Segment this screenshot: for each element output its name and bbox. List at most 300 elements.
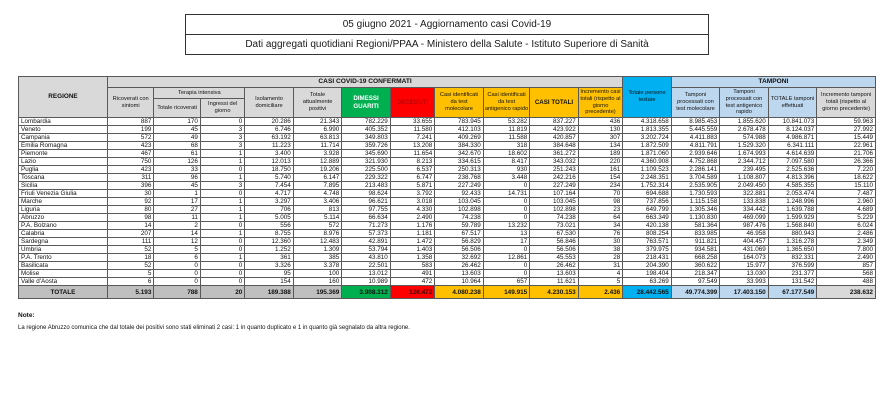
data-cell: 164.073 (720, 254, 769, 262)
notes-label: Note: (18, 312, 35, 320)
data-cell: 2.049.450 (720, 182, 769, 190)
data-cell: 832.331 (768, 254, 817, 262)
data-cell: 880.943 (768, 230, 817, 238)
table-row (19, 270, 876, 278)
data-cell: 1.568.840 (768, 222, 817, 230)
data-cell: 22.501 (342, 262, 391, 270)
data-cell: 6.537 (390, 166, 434, 174)
region-name: Basilicata (19, 262, 108, 270)
data-cell: 750 (107, 158, 153, 166)
data-cell: 12.889 (293, 158, 342, 166)
header-totale-tamponi: TOTALE tamponi effettuati (768, 87, 817, 117)
data-cell: 92 (107, 198, 153, 206)
data-cell: 3.792 (390, 190, 434, 198)
data-cell: 0 (483, 214, 529, 222)
data-cell: 56.506 (530, 246, 579, 254)
data-cell: 12 (154, 238, 200, 246)
header-casi-antigenico: Casi identificati da test antigenico rapido (483, 87, 529, 117)
header-tamponi-antigenico: Tamponi processati con test antigenico rapido (720, 87, 769, 117)
data-cell: 220 (578, 158, 623, 166)
data-cell: 349.803 (342, 134, 391, 142)
header-isolamento: Isolamento domiciliare (245, 87, 294, 117)
data-cell: 103.045 (435, 198, 484, 206)
data-cell: 379.975 (623, 246, 672, 254)
data-cell: 3.378 (293, 262, 342, 270)
data-cell: 488 (817, 278, 876, 286)
total-cell: 67.177.549 (768, 286, 817, 299)
table-row (19, 246, 876, 254)
header-regione: REGIONE (19, 77, 108, 118)
total-cell: 20 (200, 286, 244, 299)
data-cell: 189 (578, 150, 623, 158)
data-cell: 649.799 (623, 206, 672, 214)
data-cell: 96.621 (342, 198, 391, 206)
data-cell: 0 (200, 190, 244, 198)
data-cell: 11.580 (390, 126, 434, 134)
data-cell: 1.599.929 (768, 214, 817, 222)
data-cell: 56.846 (530, 238, 579, 246)
data-cell: 13.012 (342, 270, 391, 278)
data-cell: 98.624 (342, 190, 391, 198)
data-cell: 97.755 (342, 206, 391, 214)
region-name: Emilia Romagna (19, 142, 108, 150)
data-cell: 0 (200, 238, 244, 246)
data-cell: 59.963 (817, 118, 876, 126)
data-cell: 2.248.351 (623, 174, 672, 182)
note-abruzzo-text: La regione Abruzzo comunica che dal totale dei positivi sono stati eliminati 2 casi: 1 in quanto duplicato e 1 in quanto già segnalato da altra regione. (18, 325, 410, 332)
data-cell: 4.585.355 (768, 182, 817, 190)
data-cell: 154 (245, 278, 294, 286)
data-cell: 342.670 (435, 150, 484, 158)
data-cell: 33.655 (390, 118, 434, 126)
data-cell: 7.454 (245, 182, 294, 190)
data-cell: 6.341.111 (768, 142, 817, 150)
data-cell: 92.433 (435, 190, 484, 198)
region-name: Puglia (19, 166, 108, 174)
total-cell: 49.774.399 (671, 286, 720, 299)
data-cell: 783.945 (435, 118, 484, 126)
data-cell: 5 (154, 246, 200, 254)
data-cell: 15.977 (720, 262, 769, 270)
data-cell: 657 (483, 278, 529, 286)
header-incremento-casi: Incremento casi totali (rispetto al giorno precedente) (578, 87, 623, 117)
header-casi-molecolare: Casi identificati da test molecolare (435, 87, 484, 117)
data-cell: 76 (578, 230, 623, 238)
data-cell: 71.273 (342, 222, 391, 230)
data-cell: 33.993 (720, 278, 769, 286)
data-cell: 3 (200, 126, 244, 134)
data-cell: 1.813.355 (623, 126, 672, 134)
data-cell: 837.227 (530, 118, 579, 126)
data-cell: 2.490 (817, 254, 876, 262)
data-cell: 11.654 (390, 150, 434, 158)
data-cell: 234 (578, 182, 623, 190)
data-cell: 74.238 (530, 214, 579, 222)
data-cell: 250.313 (435, 166, 484, 174)
data-cell: 8.755 (245, 230, 294, 238)
data-cell: 2.344.712 (720, 158, 769, 166)
table-row (19, 214, 876, 222)
data-cell: 227.249 (530, 182, 579, 190)
data-cell: 0 (483, 206, 529, 214)
data-cell: 14.731 (483, 190, 529, 198)
data-cell: 7.800 (817, 246, 876, 254)
data-cell: 161 (578, 166, 623, 174)
data-cell: 431.069 (720, 246, 769, 254)
data-cell: 2.960 (817, 198, 876, 206)
region-name: Piemonte (19, 150, 108, 158)
data-cell: 436 (578, 118, 623, 126)
data-cell: 80 (107, 206, 153, 214)
total-cell: 126.472 (390, 286, 434, 299)
data-cell: 1.403 (390, 246, 434, 254)
data-cell: 30 (578, 238, 623, 246)
data-cell: 7.487 (817, 190, 876, 198)
data-cell: 11.223 (245, 142, 294, 150)
data-cell: 0 (154, 262, 200, 270)
header-casi-totali: CASI TOTALI (530, 87, 579, 117)
data-cell: 57.373 (342, 230, 391, 238)
data-cell: 18 (107, 254, 153, 262)
data-cell: 52 (107, 246, 153, 254)
data-cell: 1.305.346 (671, 206, 720, 214)
table-row (19, 126, 876, 134)
total-cell: 28.442.565 (623, 286, 672, 299)
total-cell: 788 (154, 286, 200, 299)
data-cell: 3.202.724 (623, 134, 672, 142)
data-cell: 154 (578, 174, 623, 182)
data-cell: 8.213 (390, 158, 434, 166)
data-cell: 813 (293, 206, 342, 214)
data-cell: 107.164 (530, 190, 579, 198)
data-cell: 3.448 (483, 174, 529, 182)
data-cell: 8.417 (483, 158, 529, 166)
data-cell: 4.717 (245, 190, 294, 198)
data-cell: 103.045 (530, 198, 579, 206)
data-cell: 396 (107, 182, 153, 190)
data-cell: 857 (817, 262, 876, 270)
data-cell: 199 (107, 126, 153, 134)
data-cell: 0 (483, 246, 529, 254)
data-cell: 2.490 (390, 214, 434, 222)
data-cell: 1 (200, 214, 244, 222)
data-cell: 1.855.620 (720, 118, 769, 126)
data-cell: 53.282 (483, 118, 529, 126)
data-cell: 70 (578, 190, 623, 198)
data-cell: 1.365.650 (768, 246, 817, 254)
data-cell: 198.404 (623, 270, 672, 278)
data-cell: 38 (578, 246, 623, 254)
data-cell: 706 (245, 206, 294, 214)
data-cell: 1.730.593 (671, 190, 720, 198)
data-cell: 1 (200, 254, 244, 262)
data-cell: 3.406 (293, 198, 342, 206)
page-subtitle: Dati aggregati quotidiani Regioni/PPAA - Ministero della Salute - Istituto Superiore di Sanità (245, 39, 649, 50)
total-cell: 189.388 (245, 286, 294, 299)
table-row (19, 222, 876, 230)
data-cell: 1.248.996 (768, 198, 817, 206)
data-cell: 229.322 (342, 174, 391, 182)
data-cell: 2 (154, 222, 200, 230)
table-row (19, 142, 876, 150)
data-cell: 45.553 (530, 254, 579, 262)
region-name: P.A. Bolzano (19, 222, 108, 230)
data-cell: 45 (154, 182, 200, 190)
data-cell: 763.571 (623, 238, 672, 246)
data-cell: 10.841.073 (768, 118, 817, 126)
data-cell: 2.053.474 (768, 190, 817, 198)
data-cell: 3.297 (245, 198, 294, 206)
data-cell: 97.549 (671, 278, 720, 286)
data-cell: 133.838 (720, 198, 769, 206)
data-cell: 17 (154, 198, 200, 206)
data-cell: 6.147 (293, 174, 342, 182)
region-name: Lazio (19, 158, 108, 166)
data-cell: 694.688 (623, 190, 672, 198)
data-cell: 56.506 (435, 246, 484, 254)
data-cell: 491 (390, 270, 434, 278)
data-cell: 61 (154, 150, 200, 158)
data-cell: 572 (107, 134, 153, 142)
data-cell: 46.958 (720, 230, 769, 238)
data-cell: 5.229 (817, 214, 876, 222)
data-cell: 213.483 (342, 182, 391, 190)
data-cell: 423 (107, 166, 153, 174)
data-cell: 43.810 (342, 254, 391, 262)
data-cell: 1 (200, 206, 244, 214)
data-cell: 19.206 (293, 166, 342, 174)
data-cell: 11.588 (483, 134, 529, 142)
data-cell: 31 (578, 262, 623, 270)
data-cell: 1.872.509 (623, 142, 672, 150)
data-cell: 3 (200, 182, 244, 190)
data-cell: 1.252 (245, 246, 294, 254)
data-cell: 412.103 (435, 126, 484, 134)
page-title: 05 giugno 2021 - Aggiornamento casi Covid-19 (186, 15, 708, 35)
data-cell: 170 (154, 118, 200, 126)
region-name: P.A. Trento (19, 254, 108, 262)
header-tamponi-molecolare: Tamponi processati con test molecolare (671, 87, 720, 117)
header-dimessi-guariti: DIMESSI GUARITI (342, 87, 391, 117)
data-cell: 361 (245, 254, 294, 262)
data-cell: 384.330 (435, 142, 484, 150)
title-box (185, 14, 709, 55)
data-cell: 583 (390, 262, 434, 270)
data-cell: 911.821 (671, 238, 720, 246)
data-cell: 6 (154, 254, 200, 262)
data-cell: 782.229 (342, 118, 391, 126)
data-cell: 23 (578, 206, 623, 214)
data-cell: 404.457 (720, 238, 769, 246)
data-cell: 0 (483, 198, 529, 206)
data-cell: 359.726 (342, 142, 391, 150)
data-cell: 4.411.883 (671, 134, 720, 142)
data-cell: 1.109.523 (623, 166, 672, 174)
table-row (19, 238, 876, 246)
data-cell: 987.476 (720, 222, 769, 230)
data-cell: 14 (107, 222, 153, 230)
data-cell: 420.857 (530, 134, 579, 142)
data-cell: 66.634 (342, 214, 391, 222)
total-cell: 2.436 (578, 286, 623, 299)
data-cell: 32.692 (435, 254, 484, 262)
data-cell: 385 (293, 254, 342, 262)
region-name: Friuli Venezia Giulia (19, 190, 108, 198)
data-cell: 73.021 (530, 222, 579, 230)
data-cell: 1.529.320 (720, 142, 769, 150)
data-cell: 13 (483, 230, 529, 238)
data-cell: 59.789 (435, 222, 484, 230)
data-cell: 160 (293, 278, 342, 286)
data-cell: 96 (154, 174, 200, 182)
data-cell: 67.517 (435, 230, 484, 238)
table-body (19, 118, 876, 286)
header-terapia-intensiva: Terapia intensiva (154, 87, 245, 98)
data-cell: 45 (154, 126, 200, 134)
data-cell: 3 (200, 142, 244, 150)
region-name: Liguria (19, 206, 108, 214)
data-cell: 131.542 (768, 278, 817, 286)
data-cell: 6.746 (245, 126, 294, 134)
region-name: Umbria (19, 246, 108, 254)
data-cell: 10.989 (342, 278, 391, 286)
data-cell: 1.316.278 (768, 238, 817, 246)
data-cell: 102.898 (435, 206, 484, 214)
data-cell: 4.748 (293, 190, 342, 198)
data-cell: 5.871 (390, 182, 434, 190)
data-cell: 227.249 (435, 182, 484, 190)
data-cell: 1.115.158 (671, 198, 720, 206)
data-cell: 2.939.646 (671, 150, 720, 158)
data-cell: 405.352 (342, 126, 391, 134)
data-cell: 934.581 (671, 246, 720, 254)
data-cell: 1.309 (293, 246, 342, 254)
table-row (19, 150, 876, 158)
total-cell: 149.915 (483, 286, 529, 299)
data-cell: 218.347 (671, 270, 720, 278)
data-cell: 574.988 (720, 134, 769, 142)
notes-section (18, 312, 894, 331)
data-cell: 4 (578, 270, 623, 278)
data-cell: 242.216 (530, 174, 579, 182)
data-cell: 0 (200, 262, 244, 270)
data-cell: 0 (200, 246, 244, 254)
data-cell: 6.024 (817, 222, 876, 230)
header-deceduti: DECEDUTI (390, 87, 434, 117)
region-name: Sardegna (19, 238, 108, 246)
data-cell: 239.495 (720, 166, 769, 174)
data-cell: 30 (107, 190, 153, 198)
data-cell: 4.813.396 (768, 174, 817, 182)
data-cell: 18.602 (483, 150, 529, 158)
data-cell: 668.258 (671, 254, 720, 262)
total-row (19, 286, 876, 299)
data-cell: 1 (154, 190, 200, 198)
data-cell: 12.483 (293, 238, 342, 246)
data-cell: 95 (245, 270, 294, 278)
data-cell: 4.689 (817, 206, 876, 214)
data-cell: 1 (200, 150, 244, 158)
data-cell: 0 (483, 270, 529, 278)
data-cell: 12.360 (245, 238, 294, 246)
data-cell: 3 (200, 134, 244, 142)
data-cell: 307 (578, 134, 623, 142)
data-cell: 930 (483, 166, 529, 174)
data-cell: 0 (483, 182, 529, 190)
data-cell: 4.330 (390, 206, 434, 214)
data-cell: 4.986.871 (768, 134, 817, 142)
data-cell: 384.648 (530, 142, 579, 150)
region-name: Veneto (19, 126, 108, 134)
header-ti-totale-ricoverati: Totale ricoverati (154, 99, 200, 118)
total-cell: 17.403.150 (720, 286, 769, 299)
data-cell: 4.318.658 (623, 118, 672, 126)
data-cell: 231.377 (768, 270, 817, 278)
total-cell: 5.193 (107, 286, 153, 299)
data-cell: 345.690 (342, 150, 391, 158)
table-row (19, 198, 876, 206)
data-cell: 423.922 (530, 126, 579, 134)
table-row (19, 158, 876, 166)
data-cell: 238.768 (435, 174, 484, 182)
data-cell: 68 (154, 142, 200, 150)
data-cell: 134 (578, 142, 623, 150)
data-cell: 7.241 (390, 134, 434, 142)
data-cell: 4.614.639 (768, 150, 817, 158)
data-cell: 2.286.141 (671, 166, 720, 174)
data-cell: 7.220 (817, 166, 876, 174)
data-cell: 0 (200, 270, 244, 278)
data-cell: 74.238 (435, 214, 484, 222)
total-cell: 4.230.153 (530, 286, 579, 299)
data-cell: 4.752.868 (671, 158, 720, 166)
data-cell: 98 (107, 214, 153, 222)
data-cell: 26.462 (530, 262, 579, 270)
data-cell: 13.603 (435, 270, 484, 278)
data-cell: 18.750 (245, 166, 294, 174)
data-cell: 130 (578, 126, 623, 134)
header-incremento-tamponi: Incremento tamponi totali (rispetto al giorno precedente) (817, 87, 876, 117)
data-cell: 63.269 (623, 278, 672, 286)
data-cell: 737.856 (623, 198, 672, 206)
data-cell: 12.861 (483, 254, 529, 262)
data-cell: 1.472 (390, 238, 434, 246)
data-cell: 472 (390, 278, 434, 286)
table-row (19, 190, 876, 198)
data-cell: 13.603 (530, 270, 579, 278)
table-row (19, 262, 876, 270)
data-cell: 6.990 (293, 126, 342, 134)
data-cell: 5 (578, 278, 623, 286)
table-row (19, 174, 876, 182)
data-cell: 251.243 (530, 166, 579, 174)
data-cell: 11.819 (483, 126, 529, 134)
table-row (19, 118, 876, 126)
data-cell: 2.525.636 (768, 166, 817, 174)
data-cell: 27 (154, 206, 200, 214)
data-cell: 204.390 (623, 262, 672, 270)
header-persone-testate: Totale persone testate (623, 77, 672, 118)
data-cell: 22.961 (817, 142, 876, 150)
data-cell: 1 (200, 174, 244, 182)
data-cell: 5.005 (245, 214, 294, 222)
data-cell: 0 (154, 278, 200, 286)
data-cell: 63.192 (245, 134, 294, 142)
data-cell: 1.674.993 (720, 150, 769, 158)
data-cell: 7.097.580 (768, 158, 817, 166)
data-cell: 20.286 (245, 118, 294, 126)
data-cell: 2.535.905 (671, 182, 720, 190)
